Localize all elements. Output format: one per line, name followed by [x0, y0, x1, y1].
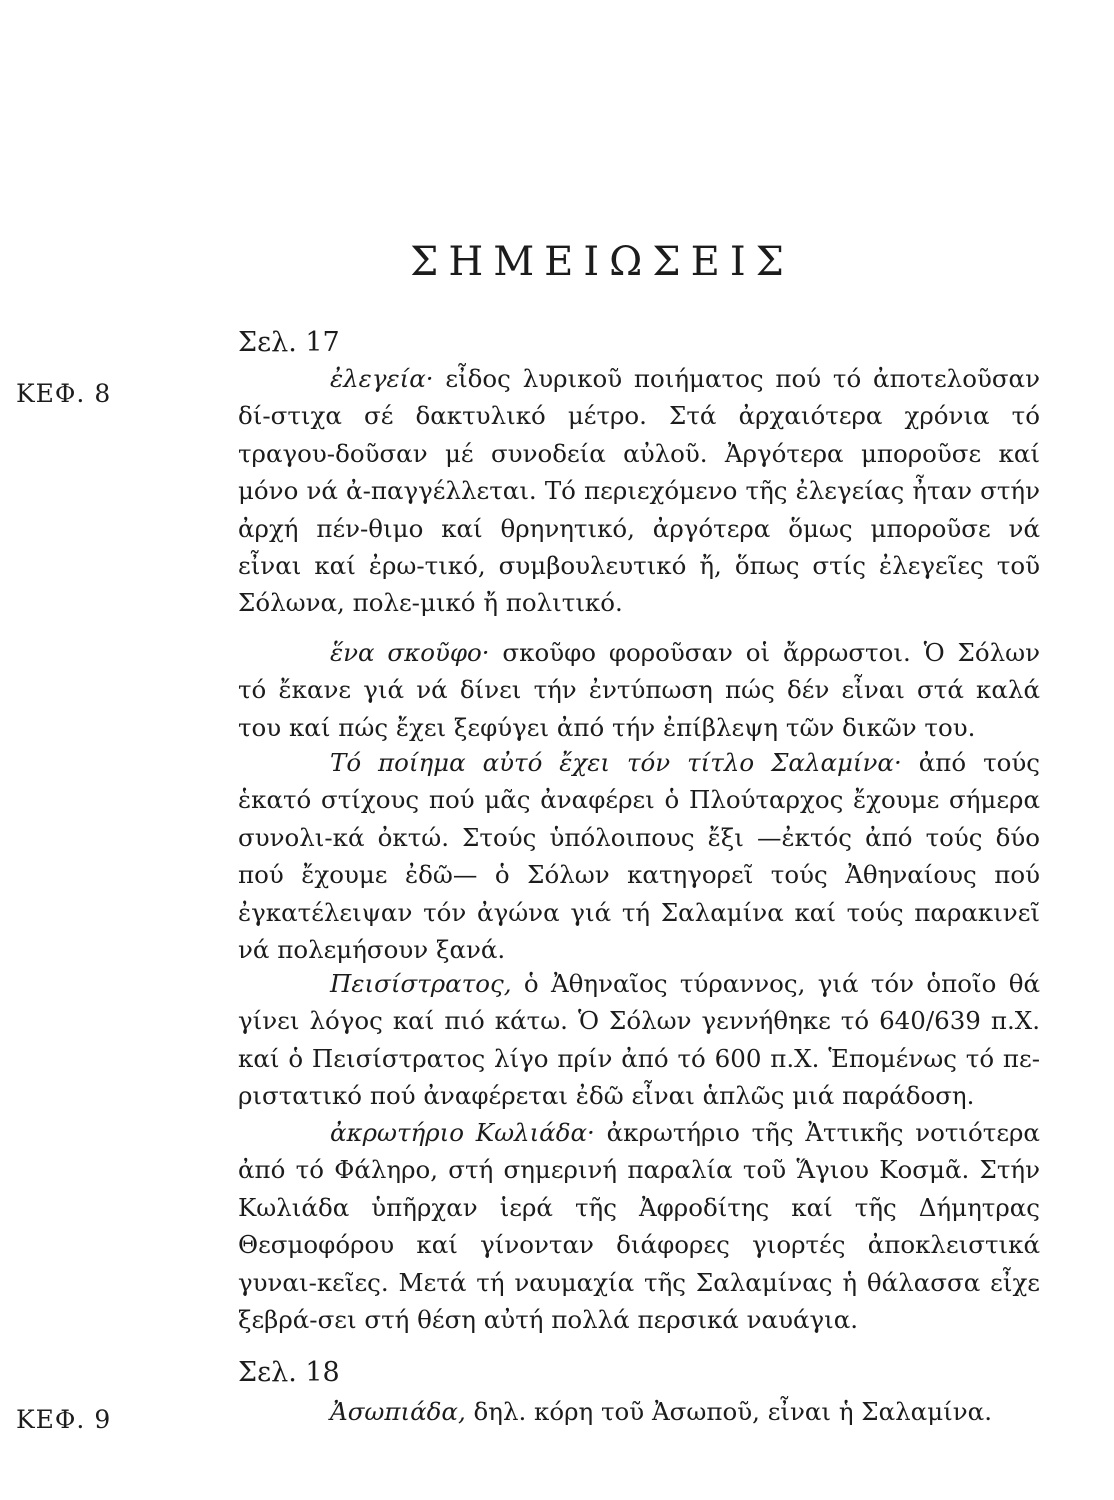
note-paragraph	[238, 1393, 1040, 1430]
note-term: ἐλεγεία·	[330, 364, 434, 393]
note-text: δηλ. κόρη τοῦ Ἀσωποῦ, εἶναι ἡ Σαλαμίνα.	[465, 1397, 992, 1426]
note-term: ἀκρωτήριο Κωλιάδα·	[330, 1118, 595, 1147]
note-text: ἀπό τούς ἑκατό στίχους πού μᾶς ἀναφέρει ὁ Πλούταρχος ἔχουμε σήμερα συνολι-κά ὀκτώ. Στούς ὑπόλοιπους ἔξι —ἐκτός ἀπό τούς δύο πού ἔχουμε ἐδῶ— ὁ Σόλων κατηγορεῖ τούς Ἀθηναίους πού ἐγκατέλειψαν τόν ἀγώνα γιά τή Σαλαμίνα καί τούς παρακινεῖ νά πολεμήσουν ξανά.	[238, 748, 1040, 965]
note-term: Ἀσωπιάδα,	[330, 1397, 466, 1426]
note-paragraph	[238, 360, 1040, 622]
note-paragraph	[238, 965, 1040, 1115]
note-text: ὁ Ἀθηναῖος τύραννος, γιά τόν ὁποῖο θά γίνει λόγος καί πιό κάτω. Ὁ Σόλων γεννήθηκε τό 640/639 π.Χ. καί ὁ Πεισίστρατος λίγο πρίν ἀπό τό 600 π.Χ. Ἑπομένως τό πε-ριστατικό πού ἀναφέρεται ἐδῶ εἶναι ἁπλῶς μιά παράδοση.	[238, 969, 1040, 1111]
note-term: Τό ποίημα αὐτό ἔχει τόν τίτλο Σαλαμίνα·	[330, 748, 902, 777]
chapter-label: ΚΕΦ. 8	[16, 379, 112, 408]
note-text: ἀκρωτήριο τῆς Ἀττικῆς νοτιότερα ἀπό τό Φάληρο, στή σημερινή παραλία τοῦ Ἅγιου Κοσμᾶ. Στήν Κωλιάδα ὑπῆρχαν ἱερά τῆς Ἀφροδίτης καί τῆς Δήμητρας Θεσμοφόρου καί γίνονταν διάφορες γιορτές ἀποκλειστικά γυναι-κεῖες. Μετά τή ναυμαχία τῆς Σαλαμίνας ἡ θάλασσα εἶχε ξεβρά-σει στή θέση αὐτή πολλά περσικά ναυάγια.	[238, 1118, 1040, 1335]
note-term: ἕνα σκοῦφο·	[330, 638, 490, 667]
note-paragraph	[238, 1114, 1040, 1338]
note-term: Πεισίστρατος,	[330, 969, 512, 998]
page-title: ΣΗΜΕΙΩΣΕΙΣ	[410, 238, 794, 285]
note-text: εἶδος λυρικοῦ ποιήματος πού τό ἀποτελοῦσαν δί-στιχα σέ δακτυλικό μέτρο. Στά ἀρχαιότερα χρόνια τό τραγου-δοῦσαν μέ συνοδεία αὐλοῦ. Ἀργότερα μποροῦσε καί μόνο νά ἀ-παγγέλλεται. Τό περιεχόμενο τῆς ἐλεγείας ἦταν στήν ἀρχή πέν-θιμο καί θρηνητικό, ἀργότερα ὅμως μποροῦσε νά εἶναι καί ἐρω-τικό, συμβουλευτικό ἤ, ὅπως στίς ἐλεγεῖες τοῦ Σόλωνα, πολε-μικό ἤ πολιτικό.	[238, 364, 1040, 618]
note-text: σκοῦφο φοροῦσαν οἱ ἄρρωστοι. Ὁ Σόλων τό ἔκανε γιά νά δίνει τήν ἐντύπωση πώς δέν εἶναι στά καλά του καί πώς ἔχει ξεφύγει ἀπό τήν ἐπίβλεψη τῶν δικῶν του.	[238, 638, 1040, 742]
page-reference: Σελ. 18	[238, 1357, 340, 1388]
page-reference: Σελ. 17	[238, 327, 340, 358]
chapter-label: ΚΕΦ. 9	[16, 1405, 112, 1434]
note-paragraph	[238, 634, 1040, 746]
note-paragraph	[238, 744, 1040, 968]
